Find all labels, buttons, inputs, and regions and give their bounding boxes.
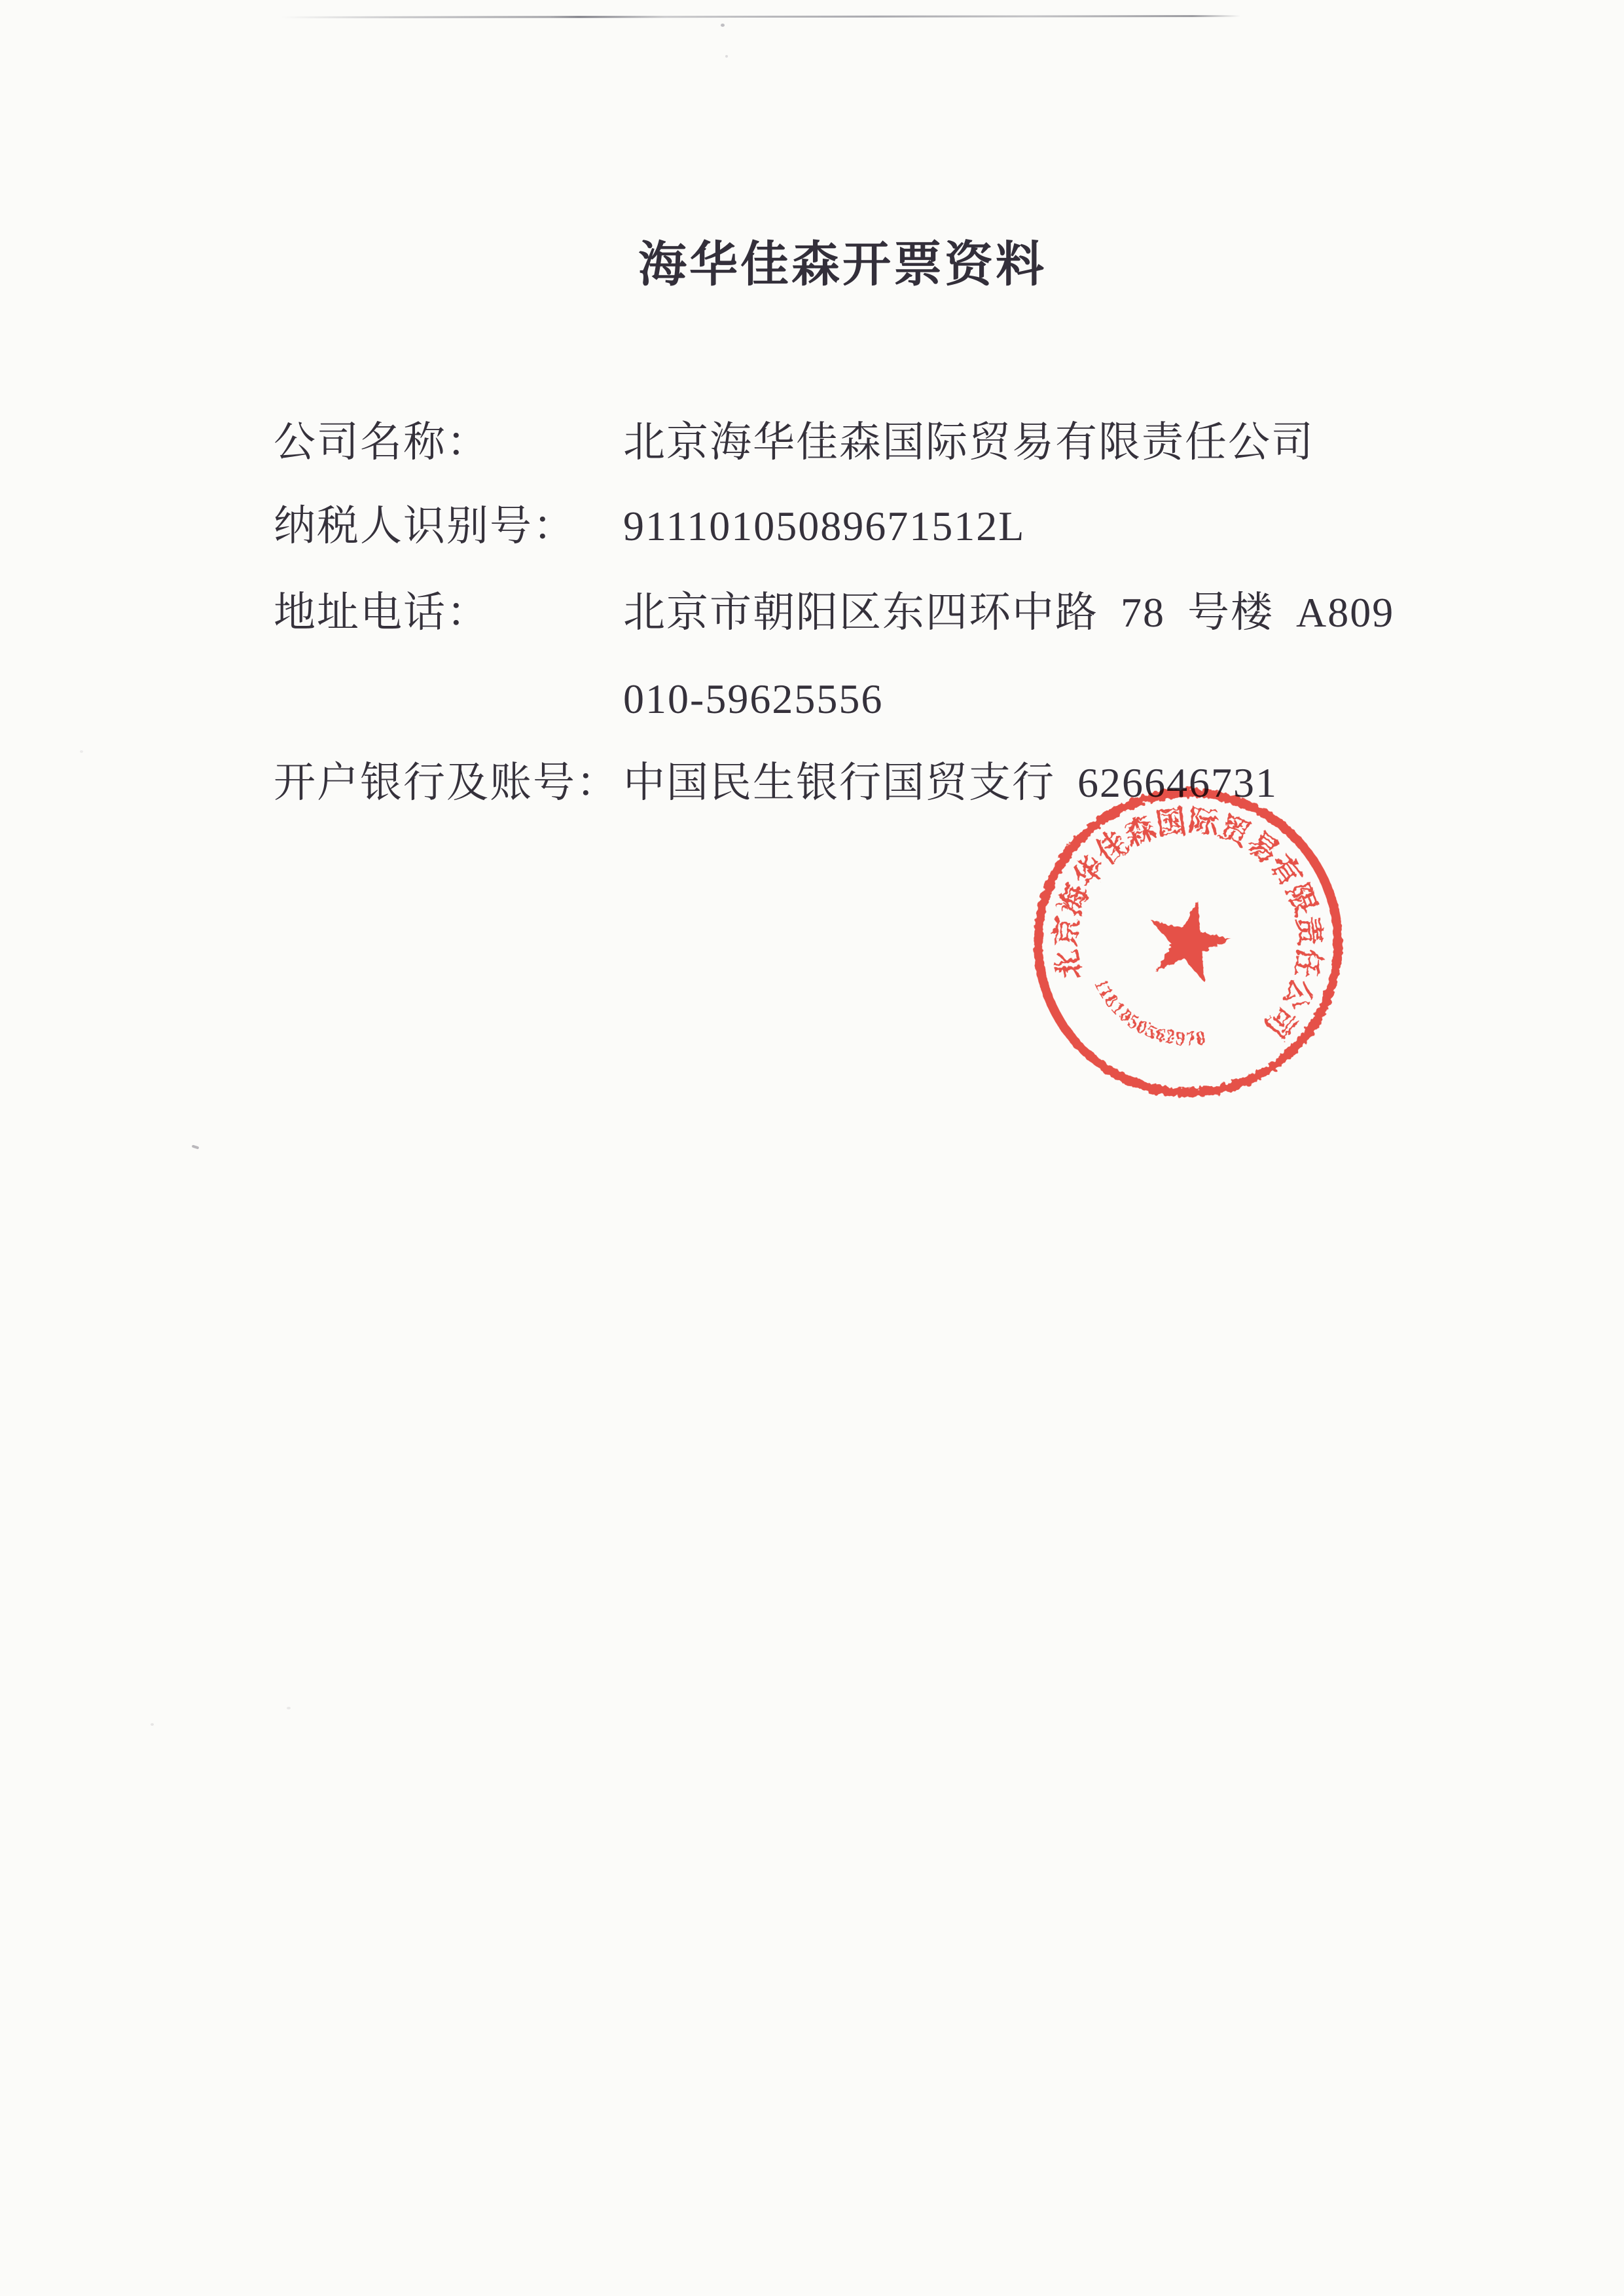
field-row-taxpayer-id xyxy=(274,503,1025,550)
seal-company-text: 北京海华佳森国际贸易有限责任公司 xyxy=(1049,803,1327,1044)
field-label-bank-account: 开户银行及账号： xyxy=(274,759,619,806)
seal-registration-number: 1101050562978 xyxy=(1089,975,1209,1050)
scan-speck xyxy=(725,55,728,58)
scan-speck xyxy=(192,1144,200,1149)
field-value-address: 北京市朝阳区东四环中路 78 号楼 A809 xyxy=(623,589,1395,636)
field-row-address-phone xyxy=(274,589,1394,636)
field-row-phone-number xyxy=(274,676,883,723)
scan-speck xyxy=(80,750,83,753)
scan-speck xyxy=(151,1723,154,1726)
field-value-taxpayer-id: 91110105089671512L xyxy=(623,503,1026,549)
field-label-address-phone: 地址电话： xyxy=(274,589,490,636)
red-star-icon xyxy=(1140,892,1238,987)
scan-speck xyxy=(287,1707,291,1709)
field-row-company-name xyxy=(274,419,1314,466)
field-label-company-name: 公司名称： xyxy=(274,419,490,465)
scanner-artifact-line xyxy=(281,15,1240,18)
company-seal xyxy=(1024,779,1352,1106)
field-value-company-name: 北京海华佳森国际贸易有限责任公司 xyxy=(623,419,1314,465)
document-title: 海华佳森开票资料 xyxy=(638,238,1047,292)
field-label-taxpayer-id: 纳税人识别号： xyxy=(274,503,576,549)
scan-speck xyxy=(721,24,725,27)
field-value-bank-account: 中国民生银行国贸支行 626646731 xyxy=(623,759,1278,806)
field-value-phone-number: 010-59625556 xyxy=(623,676,884,722)
